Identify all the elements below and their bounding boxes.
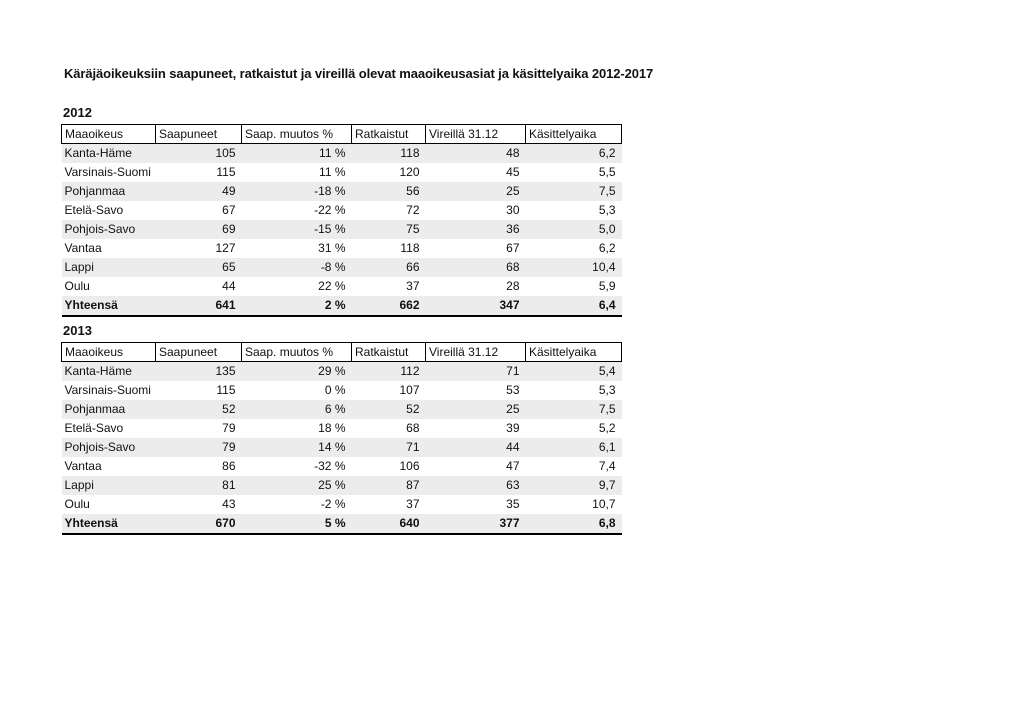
pending-cell: 68: [426, 258, 526, 277]
resolved-cell: 112: [352, 362, 426, 382]
column-header-change-pct: Saap. muutos %: [242, 343, 352, 362]
change-pct-cell: 14 %: [242, 438, 352, 457]
pending-cell: 47: [506, 459, 520, 473]
processing-time-cell: 10,7: [592, 497, 616, 511]
processing-time-cell: 6,1: [526, 438, 622, 457]
table-row: [62, 362, 622, 382]
change-pct-cell: -32 %: [314, 459, 346, 473]
column-header-processing-time: Käsittelyaika: [526, 343, 622, 362]
processing-time-cell: 5,3: [598, 383, 616, 397]
received-cell: 115: [216, 165, 236, 179]
received-cell: 69: [156, 220, 242, 239]
resolved-cell: 71: [352, 438, 426, 457]
received-cell: 81: [156, 476, 242, 495]
table-row: [62, 144, 622, 164]
column-header-processing-time: Käsittelyaika: [526, 125, 622, 144]
pending-cell: 25: [426, 182, 526, 201]
table-row: [62, 457, 622, 476]
change-pct-cell: 31 %: [318, 241, 346, 255]
court-name-cell: Varsinais-Suomi: [64, 383, 151, 397]
column-header-pending: Vireillä 31.12: [426, 125, 526, 144]
received-cell: 43: [222, 497, 236, 511]
column-header-pending: Vireillä 31.12: [426, 343, 526, 362]
table-row: [62, 277, 622, 296]
column-header-received: Saapuneet: [156, 343, 242, 362]
change-pct-cell: -8 %: [242, 258, 352, 277]
received-cell: 67: [222, 203, 236, 217]
change-pct-cell: 22 %: [318, 279, 346, 293]
total-processing-time-cell: 6,8: [526, 514, 622, 534]
received-cell: 127: [215, 241, 236, 255]
pending-cell: 25: [426, 400, 526, 419]
pending-cell: 28: [506, 279, 520, 293]
received-cell: 44: [222, 279, 236, 293]
total-pending-cell: 377: [426, 514, 526, 534]
processing-time-cell: 7,5: [526, 182, 622, 201]
total-row: [62, 514, 622, 534]
received-cell: 65: [156, 258, 242, 277]
pending-cell: 63: [426, 476, 526, 495]
pending-cell: 45: [506, 165, 520, 179]
pending-cell: 48: [426, 144, 526, 164]
resolved-cell: 118: [400, 241, 420, 255]
change-pct-cell: 11 %: [319, 165, 346, 179]
table-row: [62, 476, 622, 495]
pending-cell: 71: [426, 362, 526, 382]
column-header-resolved: Ratkaistut: [352, 343, 426, 362]
received-cell: 49: [156, 182, 242, 201]
court-name-cell: Oulu: [64, 497, 90, 511]
resolved-cell: 120: [399, 165, 420, 179]
total-received-cell: 670: [156, 514, 242, 534]
court-name-cell: Vantaa: [64, 241, 102, 255]
pending-cell: 53: [506, 383, 520, 397]
court-name-cell: Kanta-Häme: [62, 144, 156, 164]
table-row: [62, 163, 622, 182]
court-name-cell: Lappi: [62, 476, 156, 495]
total-change-pct-cell: 5 %: [242, 514, 352, 534]
pending-cell: 36: [426, 220, 526, 239]
pending-cell: 39: [506, 421, 520, 435]
resolved-cell: 106: [399, 459, 420, 473]
change-pct-cell: 18 %: [318, 421, 346, 435]
column-header-resolved: Ratkaistut: [352, 125, 426, 144]
court-name-cell: Kanta-Häme: [62, 362, 156, 382]
court-name-cell: Pohjanmaa: [62, 182, 156, 201]
processing-time-cell: 7,5: [526, 400, 622, 419]
resolved-cell: 107: [399, 383, 420, 397]
processing-time-cell: 5,0: [526, 220, 622, 239]
column-header-court: Maaoikeus: [62, 125, 156, 144]
received-cell: 79: [222, 421, 236, 435]
processing-time-cell: 10,4: [526, 258, 622, 277]
resolved-cell: 72: [406, 203, 420, 217]
table-row: [62, 239, 622, 258]
resolved-cell: 37: [406, 279, 420, 293]
total-resolved-cell: 662: [352, 296, 426, 316]
total-court-name-cell: Yhteensä: [62, 514, 156, 534]
total-row: [62, 296, 622, 316]
total-court-name-cell: Yhteensä: [62, 296, 156, 316]
court-name-cell: Oulu: [64, 279, 90, 293]
table-row: [62, 258, 622, 277]
received-cell: 86: [222, 459, 236, 473]
statistics-table: [61, 342, 622, 535]
table-row: [62, 182, 622, 201]
received-cell: 135: [156, 362, 242, 382]
processing-time-cell: 5,3: [598, 203, 616, 217]
change-pct-cell: 25 %: [242, 476, 352, 495]
court-name-cell: Pohjois-Savo: [62, 438, 156, 457]
header-row: [62, 125, 622, 144]
table-section-2013: [61, 322, 623, 535]
court-name-cell: Lappi: [62, 258, 156, 277]
resolved-cell: 68: [406, 421, 420, 435]
table-row: [62, 438, 622, 457]
header-row: [62, 343, 622, 362]
pending-cell: 44: [426, 438, 526, 457]
change-pct-cell: 0 %: [324, 383, 346, 397]
change-pct-cell: 6 %: [242, 400, 352, 419]
processing-time-cell: 6,2: [598, 241, 616, 255]
page-title: Käräjäoikeuksiin saapuneet, ratkaistut ja vireillä olevat maaoikeusasiat ja käsittelyaika 2012-2017: [64, 66, 654, 81]
resolved-cell: 52: [352, 400, 426, 419]
processing-time-cell: 5,5: [598, 165, 616, 179]
resolved-cell: 37: [406, 497, 420, 511]
column-header-change-pct: Saap. muutos %: [242, 125, 352, 144]
court-name-cell: Vantaa: [64, 459, 102, 473]
year-heading: 2012: [63, 105, 92, 120]
court-name-cell: Etelä-Savo: [64, 203, 124, 217]
processing-time-cell: 5,9: [598, 279, 616, 293]
received-cell: 79: [156, 438, 242, 457]
table-row: [62, 495, 622, 514]
pending-cell: 67: [506, 241, 520, 255]
court-name-cell: Pohjois-Savo: [62, 220, 156, 239]
change-pct-cell: -18 %: [242, 182, 352, 201]
statistics-table: [61, 124, 622, 317]
change-pct-cell: 11 %: [242, 144, 352, 164]
total-resolved-cell: 640: [352, 514, 426, 534]
change-pct-cell: 29 %: [242, 362, 352, 382]
received-cell: 115: [216, 383, 236, 397]
total-processing-time-cell: 6,4: [526, 296, 622, 316]
received-cell: 52: [156, 400, 242, 419]
processing-time-cell: 7,4: [598, 459, 616, 473]
table-row: [62, 220, 622, 239]
change-pct-cell: -22 %: [314, 203, 346, 217]
table-section-2012: [61, 104, 623, 317]
received-cell: 105: [156, 144, 242, 164]
resolved-cell: 66: [352, 258, 426, 277]
resolved-cell: 87: [352, 476, 426, 495]
resolved-cell: 75: [352, 220, 426, 239]
processing-time-cell: 5,2: [598, 421, 616, 435]
table-row: [62, 400, 622, 419]
processing-time-cell: 6,2: [526, 144, 622, 164]
pending-cell: 35: [506, 497, 520, 511]
column-header-received: Saapuneet: [156, 125, 242, 144]
processing-time-cell: 9,7: [526, 476, 622, 495]
table-row: [62, 201, 622, 220]
total-change-pct-cell: 2 %: [242, 296, 352, 316]
total-received-cell: 641: [156, 296, 242, 316]
change-pct-cell: -2 %: [320, 497, 346, 511]
change-pct-cell: -15 %: [242, 220, 352, 239]
processing-time-cell: 5,4: [526, 362, 622, 382]
court-name-cell: Varsinais-Suomi: [64, 165, 151, 179]
total-pending-cell: 347: [426, 296, 526, 316]
resolved-cell: 118: [352, 144, 426, 164]
resolved-cell: 56: [352, 182, 426, 201]
table-row: [62, 419, 622, 438]
court-name-cell: Pohjanmaa: [62, 400, 156, 419]
court-name-cell: Etelä-Savo: [64, 421, 124, 435]
year-heading: 2013: [63, 323, 92, 338]
pending-cell: 30: [506, 203, 520, 217]
column-header-court: Maaoikeus: [62, 343, 156, 362]
table-row: [62, 381, 622, 400]
